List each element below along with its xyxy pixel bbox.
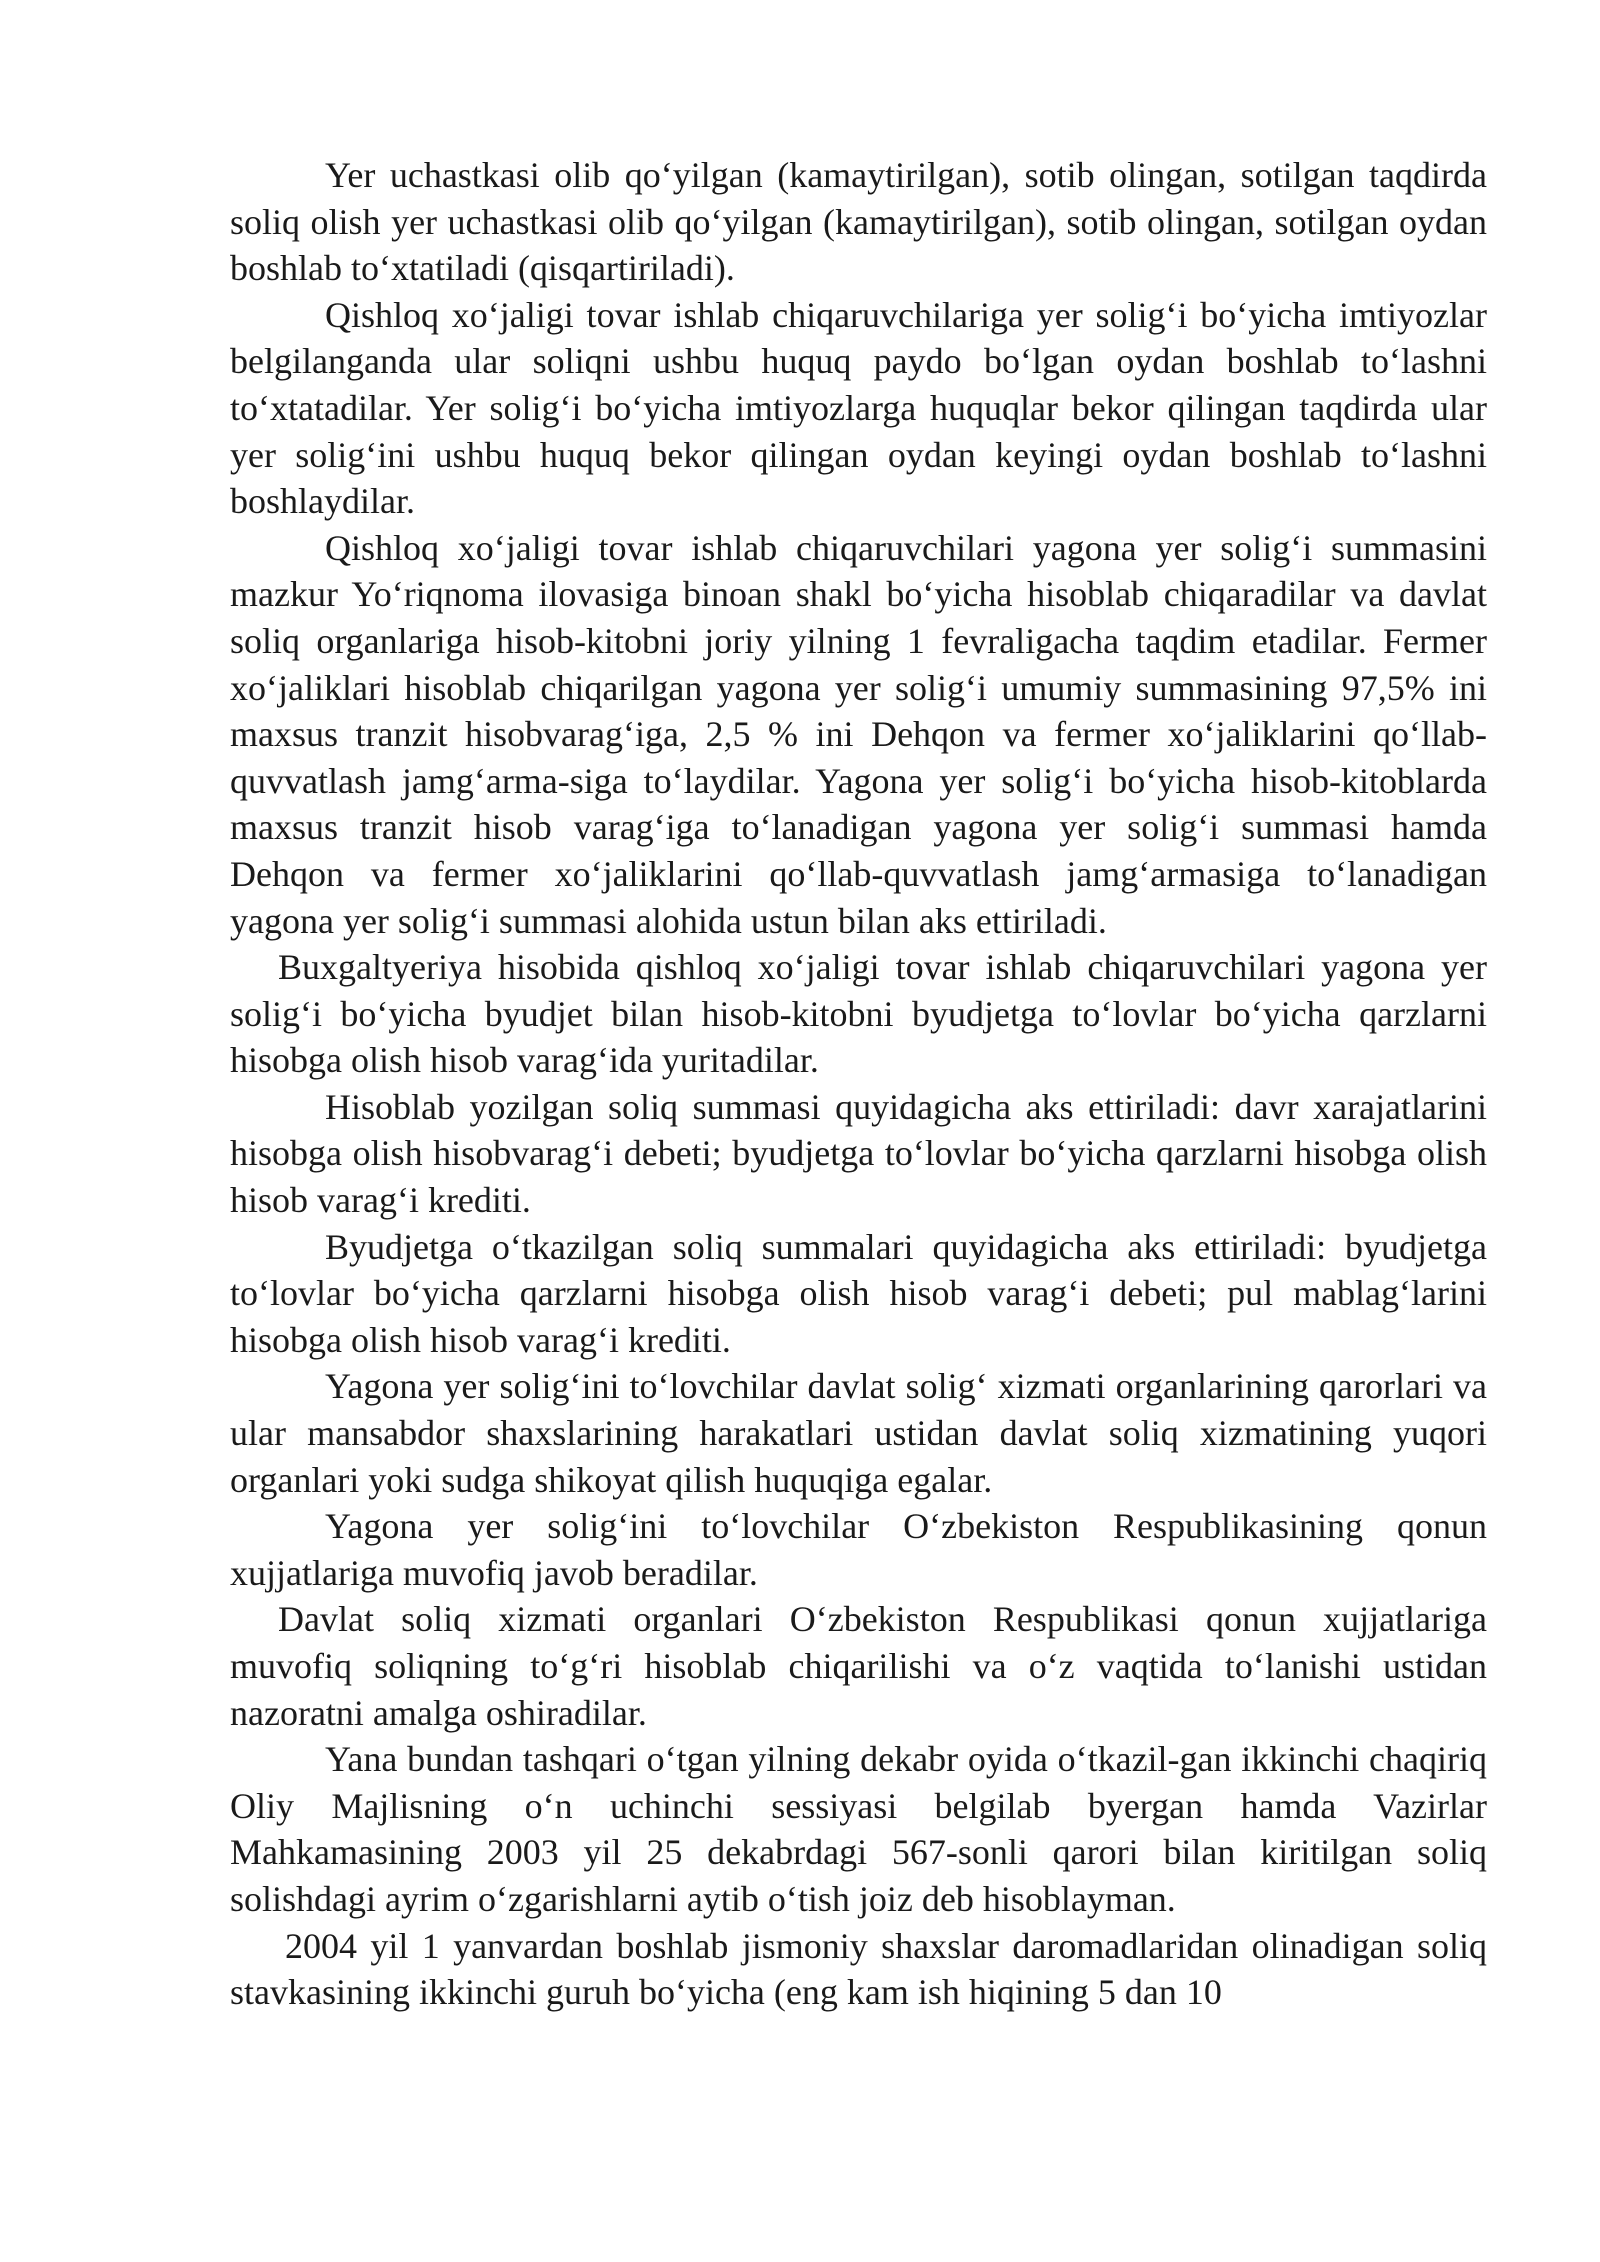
- paragraph-changes: Yana bundan tashqari o‘tgan yilning dekabr oyida o‘tkazil-gan ikkinchi chaqiriq Oliy Majlisning o‘n uchinchi sessiyasi belgilab byergan hamda Vazirlar Mahkamasining 2003 yil 25 dekabrdagi 567-sonli qarori bilan kiritilgan soliq solishdagi ayrim o‘zgarishlarni aytib o‘tish joiz deb hisoblayman.: [230, 1739, 1487, 1919]
- paragraph-appeal-rights: Yagona yer solig‘ini to‘lovchilar davlat solig‘ xizmati organlarining qarorlari va ular mansabdor shaxslarining harakatlari ustidan davlat soliq xizmatining yuqori organlari yoki sudga shikoyat qilish huquqiga egalar.: [230, 1366, 1487, 1500]
- paragraph-land-withdrawal: Yer uchastkasi olib qo‘yilgan (kamaytirilgan), sotib olingan, sotilgan taqdirda soliq olish yer uchastkasi olib qo‘yilgan (kamaytirilgan), sotib olingan, sotilgan oydan boshlab to‘xtatiladi (qisqartiriladi).: [230, 155, 1487, 289]
- paragraph-tax-benefits: Qishloq xo‘jaligi tovar ishlab chiqaruvchilariga yer solig‘i bo‘yicha imtiyozlar belgilanganda ular soliqni ushbu huquq paydo bo‘lgan oydan boshlab to‘lashni to‘xtatadilar. Yer solig‘i bo‘yicha imtiyozlarga huquqlar bekor qilingan taqdirda ular yer solig‘ini ushbu huquq bekor qilingan oydan keyingi oydan boshlab to‘lashni boshlaydilar.: [230, 294, 1487, 522]
- paragraph-tax-control: Davlat soliq xizmati organlari O‘zbekiston Respublikasi qonun xujjatlariga muvofiq soliqning to‘g‘ri hisoblab chiqarilishi va o‘z vaqtida to‘lanishi ustidan nazoratni amalga oshiradilar.: [230, 1599, 1487, 1733]
- paragraph-accrued-tax: Hisoblab yozilgan soliq summasi quyidagicha aks ettiriladi: davr xarajatlarini hisobga olish hisobvarag‘i debeti; byudjetga to‘lovlar bo‘yicha qarzlarni hisobga olish hisob varag‘i krediti.: [230, 1086, 1487, 1221]
- paragraph-accounting: Buxgaltyeriya hisobida qishloq xo‘jaligi tovar ishlab chiqaruvchilari yagona yer solig‘i bo‘yicha byudjet bilan hisob-kitobni byudjetga to‘lovlar bo‘yicha qarzlarni hisobga olish hisob varag‘ida yuritadilar.: [230, 947, 1487, 1081]
- paragraph-transferred-tax: Byudjetga o‘tkazilgan soliq summalari quyidagicha aks ettiriladi: byudjetga to‘lovlar bo‘yicha qarzlarni hisobga olish hisob varag‘i debeti; pul mablag‘larini hisobga olish hisob varag‘i krediti.: [230, 1226, 1487, 1360]
- paragraph-tax-calculation: Qishloq xo‘jaligi tovar ishlab chiqaruvchilari yagona yer solig‘i summasini mazkur Yo‘riqnoma ilovasiga binoan shakl bo‘yicha hisoblab chiqaradilar va davlat soliq organlariga hisob-kitobni joriy yilning 1 fevraligacha taqdim etadilar. Fermer xo‘jaliklari hisoblab chiqarilgan yagona yer solig‘i umumiy summasining 97,5% ini maxsus tranzit hisobvarag‘iga, 2,5 % ini Dehqon va fermer xo‘jaliklarini qo‘llab-quvvatlash jamg‘arma-siga to‘laydilar. Yagona yer solig‘i bo‘yicha hisob-kitoblarda maxsus tranzit hisob varag‘iga to‘lanadigan yagona yer solig‘i summasi hamda Dehqon va fermer xo‘jaliklarini qo‘llab-quvvatlash jamg‘armasiga to‘lanadigan yagona yer solig‘i summasi alohida ustun bilan aks ettiriladi.: [230, 527, 1487, 941]
- paragraph-income-tax: 2004 yil 1 yanvardan boshlab jismoniy shaxslar daromadlaridan olinadigan soliq stavkasining ikkinchi guruh bo‘yicha (eng kam ish hiqining 5 dan 10: [230, 1925, 1487, 2013]
- paragraph-liability: Yagona yer solig‘ini to‘lovchilar O‘zbekiston Respublikasining qonun xujjatlariga muvofiq javob beradilar.: [230, 1506, 1487, 1593]
- document-page: [230, 152, 1487, 2016]
